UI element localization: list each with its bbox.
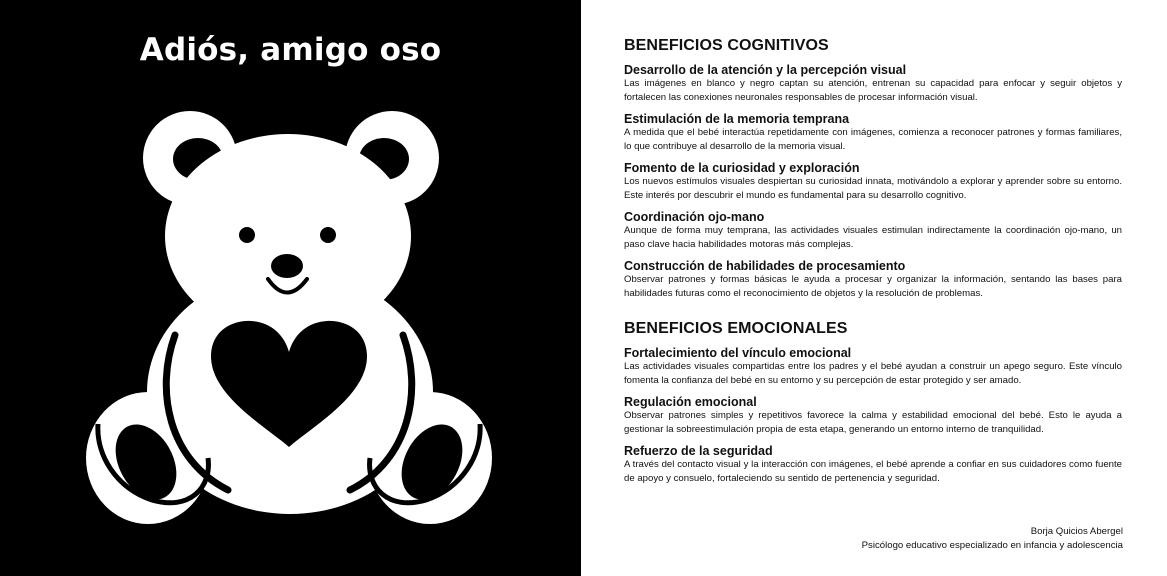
benefit-description: Las actividades visuales compartidas entre los padres y el bebé ayudan a construir un apego seguro. Este vínculo fomenta la confianza del bebé en su entorno y su percepción de estar protegido y ser amado. <box>624 361 1122 386</box>
book-title: Adiós, amigo oso <box>139 32 442 68</box>
benefit-item <box>624 259 1122 300</box>
benefit-description: Aunque de forma muy temprana, las actividades visuales estimulan indirectamente la coordinación ojo-mano, un paso clave hacia habilidades motoras más complejas. <box>624 225 1122 250</box>
section-heading-emotional: BENEFICIOS EMOCIONALES <box>624 320 848 337</box>
benefit-item <box>624 395 1122 436</box>
author-signature <box>862 525 1123 553</box>
teddy-bear-illustration <box>0 0 581 576</box>
benefits-content <box>624 37 1122 493</box>
benefit-item <box>624 346 1122 387</box>
author-role: Psicólogo educativo especializado en infancia y adolescencia <box>861 540 1123 551</box>
benefit-title: Refuerzo de la seguridad <box>624 444 773 458</box>
benefit-item <box>624 210 1122 251</box>
teddy-bear-icon <box>86 111 492 524</box>
benefit-description: A través del contacto visual y la interacción con imágenes, el bebé aprende a confiar en sus cuidadores como fuente de apoyo y consuelo, fortaleciendo su sentido de pertenencia y seguridad. <box>624 459 1122 484</box>
benefit-title: Fomento de la curiosidad y exploración <box>624 161 860 175</box>
benefit-title: Coordinación ojo-mano <box>624 210 765 224</box>
right-page <box>581 0 1167 576</box>
benefit-item <box>624 112 1122 153</box>
benefit-description: Observar patrones simples y repetitivos favorece la calma y estabilidad emocional del bebé. Esto le ayuda a gestionar la sobreestimulación propia de esta etapa, generando un entorno interno de tranquilidad. <box>624 410 1122 435</box>
benefit-title: Regulación emocional <box>624 395 757 409</box>
benefit-description: Observar patrones y formas básicas le ayuda a procesar y organizar la información, sentando las bases para habilidades futuras como el reconocimiento de objetos y la resolución de problemas. <box>624 274 1122 299</box>
benefit-description: Las imágenes en blanco y negro captan su atención, entrenan su capacidad para enfocar y seguir objetos y fortalecen las conexiones neuronales responsables de procesar información visual. <box>624 78 1122 103</box>
benefit-title: Fortalecimiento del vínculo emocional <box>624 346 852 360</box>
benefit-item <box>624 63 1122 104</box>
benefit-description: Los nuevos estímulos visuales despiertan su curiosidad innata, motivándolo a explorar y aprender sobre su entorno. Este interés por descubrir el mundo es fundamental para su desarrollo cognitivo. <box>624 176 1122 201</box>
benefit-item <box>624 444 1122 485</box>
benefit-description: A medida que el bebé interactúa repetidamente con imágenes, comienza a reconocer patrones y formas familiares, lo que contribuye al desarrollo de la memoria visual. <box>624 127 1122 152</box>
author-name: Borja Quicios Abergel <box>1030 526 1123 537</box>
benefit-item <box>624 161 1122 202</box>
benefit-title: Estimulación de la memoria temprana <box>624 112 850 126</box>
section-heading-cognitive: BENEFICIOS COGNITIVOS <box>624 37 829 54</box>
benefit-title: Construcción de habilidades de procesamiento <box>624 259 906 273</box>
benefit-title: Desarrollo de la atención y la percepción visual <box>624 63 907 77</box>
left-page <box>0 0 581 576</box>
